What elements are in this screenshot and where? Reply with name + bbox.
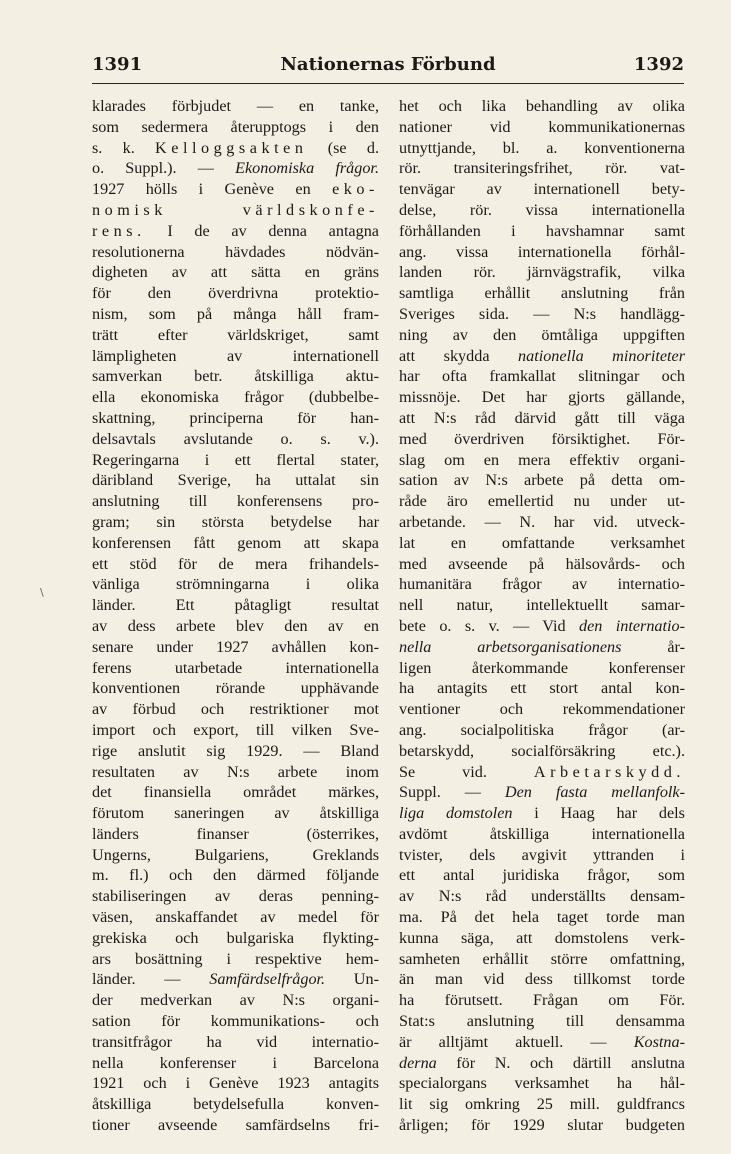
text-line: årligen; för 1929 slutar budgeten xyxy=(399,1116,685,1135)
text-line: det finansiella området märkes, xyxy=(92,783,379,802)
text-line: ang. vissa internationella förhål- xyxy=(399,242,685,261)
text-line: senare under 1927 avhållen kon- xyxy=(92,637,379,656)
text-line: sation för kommunikations- och xyxy=(92,1012,379,1031)
text-line: med avseende på hälsovårds- och xyxy=(399,554,685,573)
text-line: lit sig omkring 25 mill. guldfrancs xyxy=(399,1095,685,1114)
text-line: med överdriven försiktighet. För- xyxy=(399,429,685,448)
text-line: Ungerns, Bulgariens, Greklands xyxy=(92,845,379,864)
text-line: rens. I de av denna antagna xyxy=(92,221,379,240)
text-line: väsen, anskaffandet av medel för xyxy=(92,908,379,927)
text-line: delse, rör. vissa internationella xyxy=(399,200,685,219)
text-line: skattning, principerna för han- xyxy=(92,408,379,427)
page-number-left: 1391 xyxy=(92,54,143,75)
text-line: utnyttjande, bl. a. konventionerna xyxy=(399,138,685,157)
text-line: m. fl.) och den därmed följande xyxy=(92,866,379,885)
margin-pencil-mark: \ xyxy=(40,586,44,599)
text-line: arbetande. — N. har vid. utveck- xyxy=(399,512,685,531)
text-line: av förbud och restriktioner mot xyxy=(92,700,379,719)
text-line: samtliga erhållit anslutning från xyxy=(399,284,685,303)
text-line: missnöje. Det har gjorts gällande, xyxy=(399,388,685,407)
text-line: konferensen fått genom att skapa xyxy=(92,533,379,552)
text-line: ma. På det hela taget torde man xyxy=(399,908,685,927)
text-line: lämpligheten av internationell xyxy=(92,346,379,365)
text-line: nomisk världskonfe- xyxy=(92,200,379,219)
text-line: avdömt åtskilliga internationella xyxy=(399,824,685,843)
text-line: nella arbetsorganisationens år- xyxy=(399,637,685,656)
text-line: ella ekonomiska frågor (dubbelbe- xyxy=(92,388,379,407)
text-line: för den överdrivna protektio- xyxy=(92,284,379,303)
text-line: digheten av att sätta en gräns xyxy=(92,263,379,282)
text-line: specialorgans verksamhet ha hål- xyxy=(399,1074,685,1093)
text-line: ventioner och rekommendationer xyxy=(399,700,685,719)
text-line: humanitära frågor av internatio- xyxy=(399,575,685,594)
text-line: ars bosättning i respektive hem- xyxy=(92,949,379,968)
text-line: sation av N:s arbete på detta om- xyxy=(399,471,685,490)
text-line: rör. transiteringsfrihet, rör. vat- xyxy=(399,159,685,178)
text-line: resolutionerna hävdades nödvän- xyxy=(92,242,379,261)
text-line: förutom saneringen av åtskilliga xyxy=(92,804,379,823)
text-line: nella konferenser i Barcelona xyxy=(92,1053,379,1072)
text-line: ning av den ömtåliga uppgiften xyxy=(399,325,685,344)
text-line: 1921 och i Genève 1923 antagits xyxy=(92,1074,379,1093)
text-line: landen rör. järnvägstrafik, vilka xyxy=(399,263,685,282)
text-line: tioner avseende samfärdselns fri- xyxy=(92,1116,379,1135)
text-line: tvister, dels avgivit yttranden i xyxy=(399,845,685,864)
text-line: Suppl. — Den fasta mellanfolk- xyxy=(399,783,685,802)
text-line: att N:s råd därvid gått till väga xyxy=(399,408,685,427)
page-number-right: 1392 xyxy=(633,54,684,75)
text-line: länder. Ett påtagligt resultat xyxy=(92,596,379,615)
text-line: ha förutsett. Frågan om För. xyxy=(399,991,685,1010)
text-line: derna för N. och därtill anslutna xyxy=(399,1053,685,1072)
text-line: nationer vid kommunikationernas xyxy=(399,117,685,136)
text-line: rige anslutit sig 1929. — Bland xyxy=(92,741,379,760)
text-line: transitfrågor ha vid internatio- xyxy=(92,1032,379,1051)
text-line: har ofta framkallat slitningar och xyxy=(399,367,685,386)
text-line: stabiliseringen av deras penning- xyxy=(92,887,379,906)
text-line: Stat:s anslutning till densamma xyxy=(399,1012,685,1031)
text-line: ha antagits ett stort antal kon- xyxy=(399,679,685,698)
text-line: bete o. s. v. — Vid den internatio- xyxy=(399,616,685,635)
text-line: Regeringarna i ett flertal stater, xyxy=(92,450,379,469)
running-title: Nationernas Förbund xyxy=(280,54,496,75)
text-line: ligen återkommande konferenser xyxy=(399,658,685,677)
text-line: o. Suppl.). — Ekonomiska frågor. xyxy=(92,159,379,178)
text-line: anslutning till konferensens pro- xyxy=(92,492,379,511)
text-line: att skydda nationella minoriteter xyxy=(399,346,685,365)
left-column xyxy=(92,96,379,1136)
right-column xyxy=(399,96,685,1136)
text-line: samheten erhållit större omfattning, xyxy=(399,949,685,968)
text-line: konventionen rörande upphävande xyxy=(92,679,379,698)
text-line: 1927 hölls i Genève en eko- xyxy=(92,180,379,199)
text-line: som sedermera återupptogs i den xyxy=(92,117,379,136)
text-line: ferens utarbetade internationella xyxy=(92,658,379,677)
text-line: kunna säga, att domstolens verk- xyxy=(399,928,685,947)
text-line: av N:s råd underställts densam- xyxy=(399,887,685,906)
text-line: tenvägar av internationell bety- xyxy=(399,180,685,199)
text-line: Sveriges sida. — N:s handlägg- xyxy=(399,304,685,323)
text-line: trätt efter världskriget, samt xyxy=(92,325,379,344)
text-line: vänliga strömningarna i olika xyxy=(92,575,379,594)
text-line: åtskilliga betydelsefulla konven- xyxy=(92,1095,379,1114)
text-line: ang. socialpolitiska frågor (ar- xyxy=(399,720,685,739)
text-line: lat en omfattande verksamhet xyxy=(399,533,685,552)
text-line: länder. — Samfärdselfrågor. Un- xyxy=(92,970,379,989)
text-line: råde äro emellertid nu under ut- xyxy=(399,492,685,511)
text-line: nell natur, intellektuellt samar- xyxy=(399,596,685,615)
text-line: samverkan betr. åtskilliga aktu- xyxy=(92,367,379,386)
text-line: import och export, till vilken Sve- xyxy=(92,720,379,739)
text-line: slag om en mera effektiv organi- xyxy=(399,450,685,469)
text-line: är alltjämt aktuell. — Kostna- xyxy=(399,1032,685,1051)
running-header xyxy=(92,54,684,82)
text-line: liga domstolen i Haag har dels xyxy=(399,804,685,823)
text-line: däribland Sverige, ha uttalat sin xyxy=(92,471,379,490)
text-line: het och lika behandling av olika xyxy=(399,97,685,115)
text-line: nism, som på många håll fram- xyxy=(92,304,379,323)
text-line: delsavtals avslutande o. s. v.). xyxy=(92,429,379,448)
text-line: resultaten av N:s arbete inom xyxy=(92,762,379,781)
text-line: förhållanden i havshamnar samt xyxy=(399,221,685,240)
text-line: Se vid. Arbetarskydd. xyxy=(399,762,685,781)
text-line: s. k. Kelloggsakten (se d. xyxy=(92,138,379,157)
text-line: ett antal juridiska frågor, som xyxy=(399,866,685,885)
text-line: klarades förbjudet — en tanke, xyxy=(92,97,379,115)
text-line: grekiska och bulgariska flykting- xyxy=(92,928,379,947)
text-line: än man vid dess tillkomst torde xyxy=(399,970,685,989)
text-line: ett stöd för de mera frihandels- xyxy=(92,554,379,573)
header-rule xyxy=(92,83,684,84)
text-line: gram; sin största betydelse har xyxy=(92,512,379,531)
text-line: länders finanser (österrikes, xyxy=(92,824,379,843)
text-line: der medverkan av N:s organi- xyxy=(92,991,379,1010)
text-line: av dess arbete blev den av en xyxy=(92,616,379,635)
text-line: betarskydd, socialförsäkring etc.). xyxy=(399,741,685,760)
